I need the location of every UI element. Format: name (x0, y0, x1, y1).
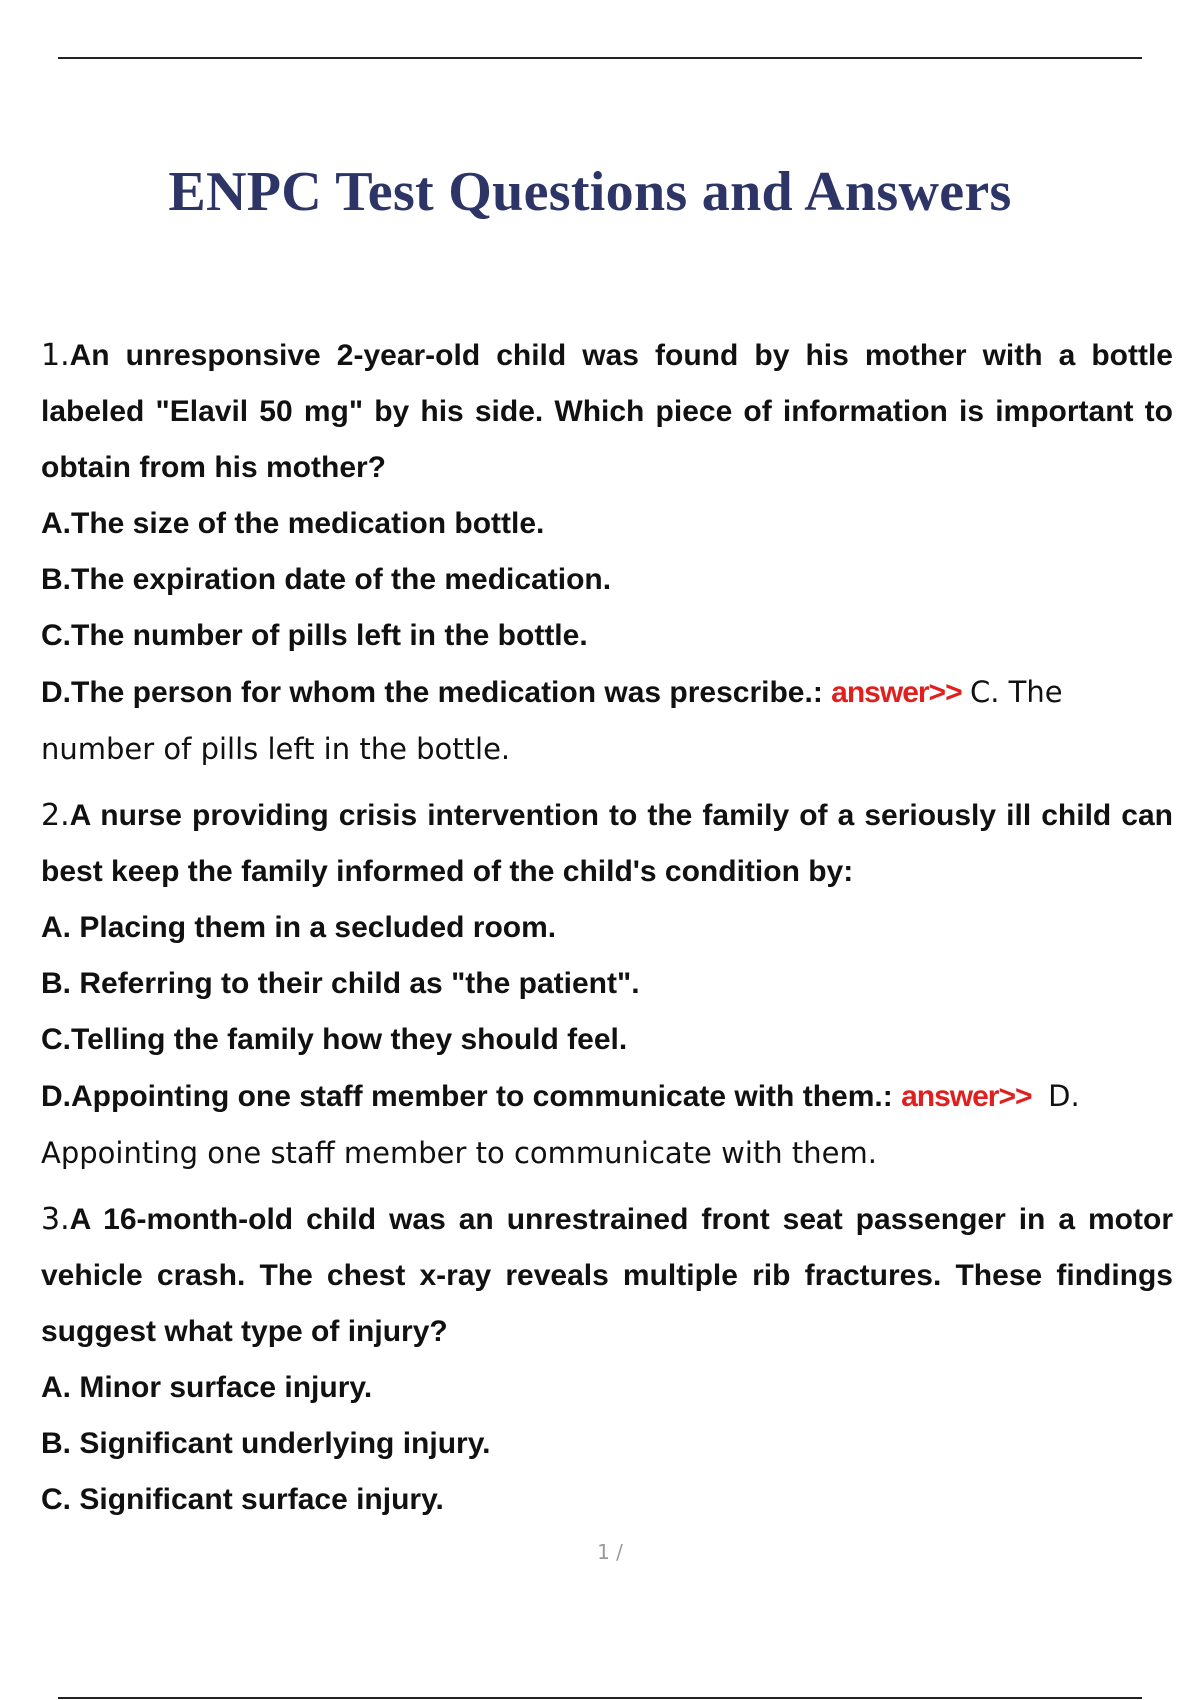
answer-text: C. The number of pills left in the bottle. (41, 675, 1063, 766)
option-text: The size of the medication bottle. (71, 507, 545, 540)
question-text: A nurse providing crisis intervention to the family of a seriously ill child can best keep the family informed of the child's condition by: (41, 799, 1173, 888)
answer-text: D. Appointing one staff member to communicate with them. (41, 1079, 1080, 1170)
question-3 (41, 1192, 1173, 1528)
option-c (41, 1012, 1173, 1068)
question-stem (41, 788, 1173, 900)
question-stem (41, 1192, 1173, 1360)
option-text: The expiration date of the medication. (71, 563, 612, 596)
option-text: Telling the family how they should feel. (71, 1023, 628, 1056)
option-letter: A. (41, 507, 71, 540)
question-2 (41, 788, 1173, 1182)
option-a (41, 1360, 1173, 1416)
option-text: Appointing one staff member to communicate with them.: (71, 1080, 893, 1113)
option-b (41, 956, 1173, 1012)
header-rule (58, 57, 1142, 59)
question-number: 2. (41, 798, 70, 833)
option-d (41, 664, 1173, 778)
question-list (41, 328, 1173, 1538)
page-number: 1 / (597, 1540, 623, 1564)
question-number: 3. (41, 1202, 70, 1237)
option-text: Minor surface injury. (79, 1371, 373, 1404)
footer-rule (58, 1697, 1142, 1699)
option-a (41, 900, 1173, 956)
option-letter: A. (41, 911, 71, 944)
option-a (41, 496, 1173, 552)
option-b (41, 1416, 1173, 1472)
page-title: ENPC Test Questions and Answers (168, 160, 1012, 223)
question-stem (41, 328, 1173, 496)
question-text: An unresponsive 2-year-old child was found by his mother with a bottle labeled "Elavil 50 mg" by his side. Which piece of information is important to obtain from his mother? (41, 339, 1173, 484)
option-letter: C. (41, 1483, 71, 1516)
answer-label: answer>> (901, 1080, 1032, 1113)
option-letter: A. (41, 1371, 71, 1404)
option-letter: B. (41, 1427, 71, 1460)
question-1 (41, 328, 1173, 778)
option-letter: B. (41, 563, 71, 596)
option-letter: B. (41, 967, 71, 1000)
option-c (41, 1472, 1173, 1528)
option-text: Significant underlying injury. (79, 1427, 491, 1460)
option-text: Significant surface injury. (79, 1483, 444, 1516)
option-text: The person for whom the medication was prescribe.: (71, 676, 823, 709)
question-text: A 16-month-old child was an unrestrained front seat passenger in a motor vehicle crash. The chest x-ray reveals multiple rib fractures. These findings suggest what type of injury? (41, 1203, 1173, 1348)
option-c (41, 608, 1173, 664)
option-letter: C. (41, 1023, 71, 1056)
option-letter: D. (41, 676, 71, 709)
option-text: Placing them in a secluded room. (79, 911, 557, 944)
answer-label: answer>> (831, 676, 962, 709)
option-letter: C. (41, 619, 71, 652)
option-letter: D. (41, 1080, 71, 1113)
option-text: The number of pills left in the bottle. (71, 619, 588, 652)
option-text: Referring to their child as "the patient". (79, 967, 640, 1000)
question-number: 1. (41, 338, 70, 373)
option-d (41, 1068, 1173, 1182)
option-b (41, 552, 1173, 608)
